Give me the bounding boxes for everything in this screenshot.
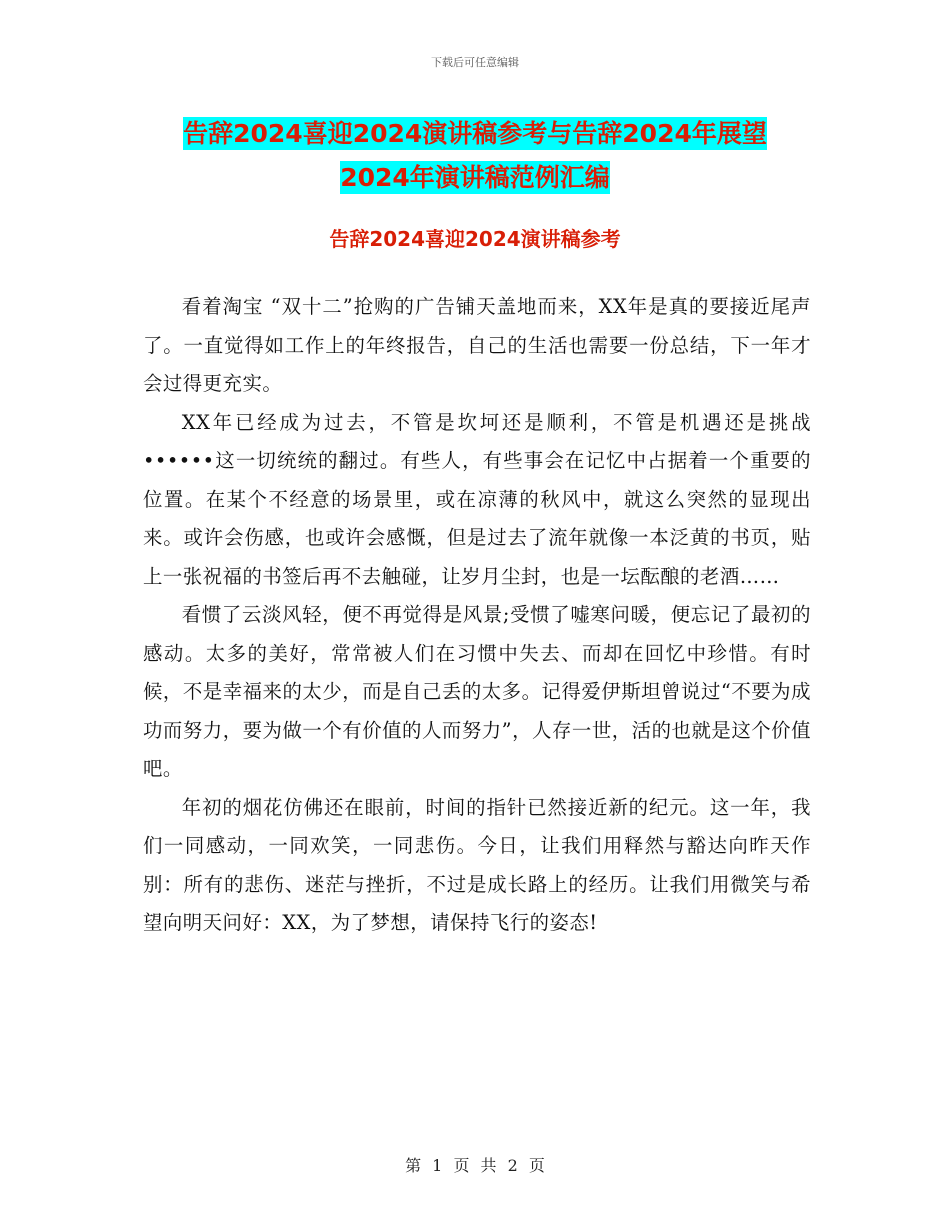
paragraph-1: 看着淘宝 “双十二”抢购的广告铺天盖地而来，XX年是真的要接近尾声了。一直觉得如工作上的年终报告，自己的生活也需要一份总结，下一年才会过得更充实。 — [143, 295, 811, 395]
title-highlight-2: 2024年演讲稿范例汇编 — [340, 163, 610, 192]
paragraph-4: 年初的烟花仿佛还在眼前，时间的指针已然接近新的纪元。这一年，我们一同感动，一同欢笑，一同悲伤。今日，让我们用释然与豁达向昨天作别：所有的悲伤、迷茫与挫折，不过是成长路上的经历。让我们用微笑与希望向明天问好：XX，为了梦想，请保持飞行的姿态! — [143, 795, 811, 934]
page-header-note: 下载后可任意编辑 — [431, 56, 519, 69]
paragraph-3: 看惯了云淡风轻，便不再觉得是风景;受惯了嘘寒问暖，便忘记了最初的感动。太多的美好，常常被人们在习惯中失去、而却在回忆中珍惜。有时候，不是幸福来的太少，而是自己丢的太多。记得爱伊斯坦曾说过“不要为成功而努力，要为做一个有价值的人而努力”，人存一世，活的也就是这个价值吧。 — [143, 603, 811, 780]
page-number-footer: 第 1 页 共 2 页 — [405, 1156, 545, 1175]
title-highlight-1: 告辞2024喜迎2024演讲稿参考与告辞2024年展望 — [183, 119, 767, 148]
document-title-line-2 — [0, 158, 950, 194]
document-title-line-1 — [0, 114, 950, 150]
section-heading: 告辞2024喜迎2024演讲稿参考 — [329, 227, 621, 251]
paragraph-2: XX年已经成为过去，不管是坎坷还是顺利，不管是机遇还是挑战••••••这一切统统的翻过。有些人，有些事会在记忆中占据着一个重要的位置。在某个不经意的场景里，或在凉薄的秋风中，就这么突然的显现出来。或许会伤感，也或许会感慨，但是过去了流年就像一本泛黄的书页，贴上一张祝福的书签后再不去触碰，让岁月尘封，也是一坛酝酿的老酒…… — [143, 410, 811, 588]
body-text — [143, 288, 811, 943]
